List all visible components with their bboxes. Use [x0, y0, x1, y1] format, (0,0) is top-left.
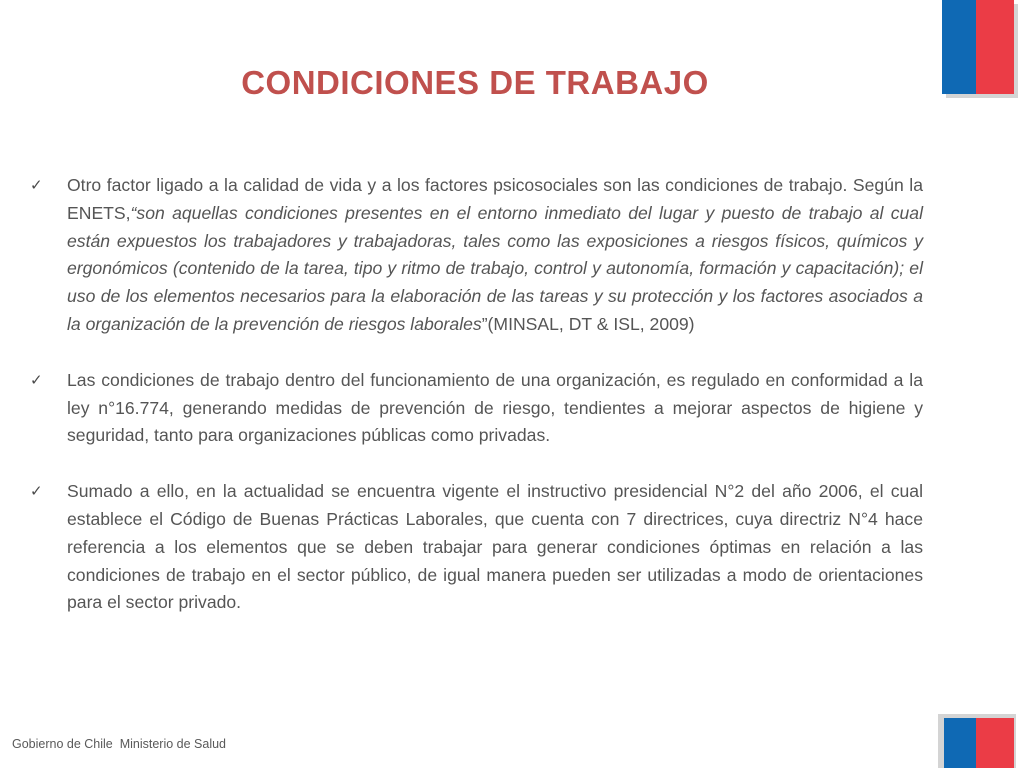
bullet-text: Sumado a ello, en la actualidad se encuentra vigente el instructivo presidencial N°2 del año 2006, el cual establece el Código de Buenas Prácticas Laborales, que cuenta con 7 directrices, cuya directriz N°4 hace referencia a los elementos que se deben trabajar para generar condiciones óptimas en relación a las condiciones de trabajo en el sector público, de igual manera pueden ser utilizadas a modo de orientaciones para el sector privado.: [67, 481, 923, 613]
bullet-citation: ”(MINSAL, DT & ISL, 2009): [481, 313, 695, 334]
flag-stripes-bottom-icon: [938, 714, 1016, 768]
bullet-text: Las condiciones de trabajo dentro del funcionamiento de una organización, es regulado en conformidad a la ley n°16.774, generando medidas de prevención de riesgo, tendientes a mejorar aspectos de higiene y seguridad, tanto para organizaciones públicas como privadas.: [67, 369, 923, 446]
footer-text: Gobierno de Chile Ministerio de Salud: [12, 737, 227, 751]
bullet-item-enets: [30, 172, 923, 339]
bullet-list: [30, 172, 923, 645]
bullet-text-intro: Otro factor ligado a la calidad de vida y a los factores psicosociales son las condiciones de trabajo. Según la ENETS,: [67, 175, 923, 223]
checkmark-icon: ✓: [30, 370, 43, 389]
bullet-item-instructivo: [30, 478, 923, 617]
bullet-quote: “son aquellas condiciones presentes en el entorno inmediato del lugar y puesto de trabajo al cual están expuestos los trabajadores y trabajadoras, tales como las exposiciones a riesgos físicos, químicos y ergonómicos (contenido de la tarea, tipo y ritmo de trabajo, control y autonomía, formación y capacitación); el uso de los elementos necesarios para la elaboración de las tareas y su protección y los factores asociados a la organización de la prevención de riesgos laborales: [67, 202, 923, 334]
bullet-text: [67, 172, 923, 339]
checkmark-icon: ✓: [30, 482, 43, 501]
flag-stripes-top-icon: [942, 0, 1018, 98]
slide-title: CONDICIONES DE TRABAJO: [241, 64, 709, 101]
checkmark-icon: ✓: [30, 176, 43, 194]
bullet-item-ley: [30, 367, 923, 450]
